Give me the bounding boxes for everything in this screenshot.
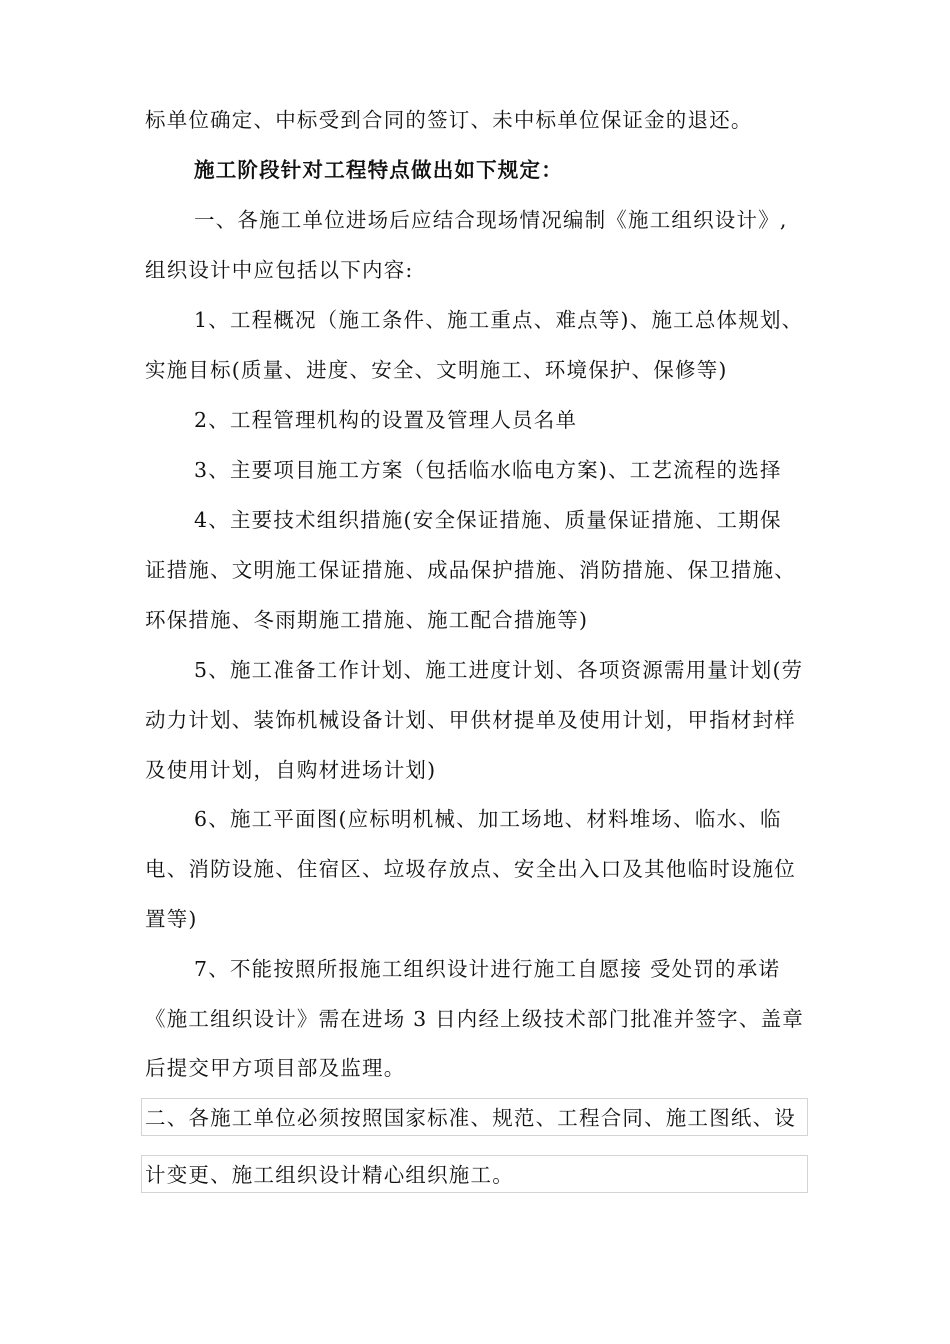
list-item-line: 7、不能按照所报施工组织设计进行施工自愿接 受处罚的承诺 bbox=[194, 957, 781, 981]
paragraph-line: 二、各施工单位必须按照国家标准、规范、工程合同、施工图纸、设 bbox=[145, 1106, 796, 1130]
list-item-line: 4、主要技术组织措施(安全保证措施、质量保证措施、工期保 bbox=[194, 508, 782, 532]
list-item-line: 实施目标(质量、进度、安全、文明施工、环境保护、保修等) bbox=[145, 358, 728, 382]
paragraph-line: 一、各施工单位进场后应结合现场情况编制《施工组织设计》, bbox=[194, 208, 788, 232]
list-item-line: 及使用计划，自购材进场计划) bbox=[145, 758, 437, 782]
text-box-line bbox=[141, 1155, 808, 1193]
section-heading: 施工阶段针对工程特点做出如下规定： bbox=[194, 158, 563, 182]
text-box-line bbox=[141, 1098, 808, 1136]
list-item-line: 2、工程管理机构的设置及管理人员名单 bbox=[194, 408, 578, 432]
list-item-line: 6、施工平面图(应标明机械、加工场地、材料堆场、临水、临 bbox=[194, 807, 782, 831]
list-item-line: 置等) bbox=[145, 907, 198, 931]
list-item-line: 《施工组织设计》需在进场 3 日内经上级技术部门批准并签字、盖章 bbox=[145, 1007, 804, 1031]
list-item-line: 动力计划、装饰机械设备计划、甲供材提单及使用计划，甲指材封样 bbox=[145, 708, 796, 732]
list-item-line: 5、施工准备工作计划、施工进度计划、各项资源需用量计划(劳 bbox=[194, 658, 804, 682]
list-item-line: 环保措施、冬雨期施工措施、施工配合措施等) bbox=[145, 608, 589, 632]
paragraph-line: 组织设计中应包括以下内容: bbox=[145, 258, 414, 282]
paragraph-line: 标单位确定、中标受到合同的签订、未中标单位保证金的退还。 bbox=[145, 108, 753, 132]
list-item-line: 1、工程概况（施工条件、施工重点、难点等)、施工总体规划、 bbox=[194, 308, 804, 332]
list-item-line: 证措施、文明施工保证措施、成品保护措施、消防措施、保卫措施、 bbox=[145, 558, 796, 582]
list-item-line: 电、消防设施、住宿区、垃圾存放点、安全出入口及其他临时设施位 bbox=[145, 857, 796, 881]
list-item-line: 3、主要项目施工方案（包括临水临电方案)、工艺流程的选择 bbox=[194, 458, 782, 482]
list-item-line: 后提交甲方项目部及监理。 bbox=[145, 1056, 406, 1080]
paragraph-line: 计变更、施工组织设计精心组织施工。 bbox=[145, 1163, 514, 1187]
